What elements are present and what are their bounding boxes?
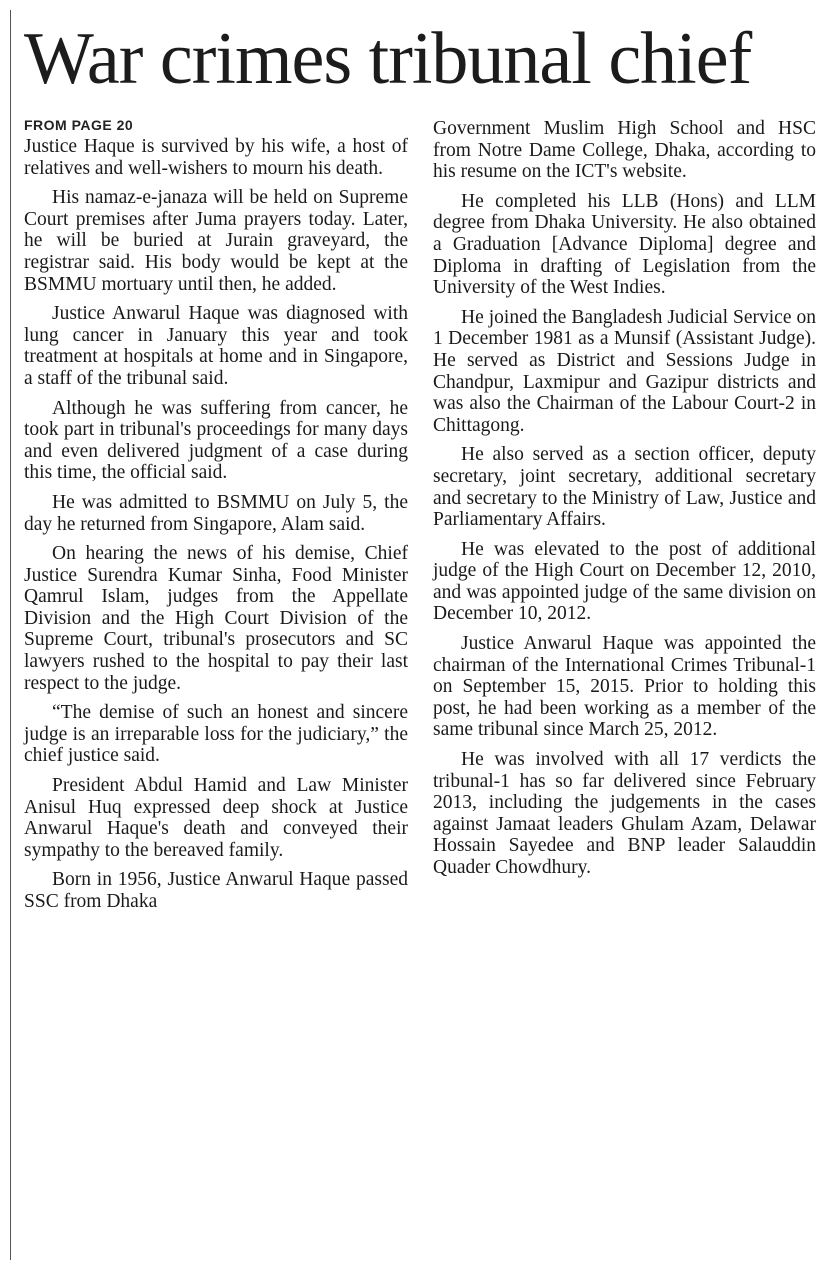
paragraph: Government Muslim High School and HSC from Notre Dame College, Dhaka, according to his resume on the ICT's website.	[433, 118, 816, 183]
paragraph: Although he was suffering from cancer, he took part in tribunal's proceedings for many days and even delivered judgment of a case during this time, the official said.	[24, 397, 408, 484]
paragraph: He completed his LLB (Hons) and LLM degree from Dhaka University. He also obtained a Graduation [Advance Diploma] degree and Diploma in drafting of Legislation from the University of the West Indies.	[433, 190, 816, 299]
right-column	[433, 118, 816, 887]
paragraph: Justice Anwarul Haque was appointed the chairman of the International Crimes Tribunal-1 on September 15, 2015. Prior to holding this post, he had been working as a member of the same tribunal since March 25, 2012.	[433, 633, 816, 741]
left-column	[24, 116, 408, 921]
paragraph: Justice Haque is survived by his wife, a host of relatives and well-wishers to mourn his death.	[24, 136, 408, 179]
paragraph: Justice Anwarul Haque was diagnosed with lung cancer in January this year and took treatment at hospitals at home and in Singapore, a staff of the tribunal said.	[24, 303, 408, 389]
paragraph: He was admitted to BSMMU on July 5, the day he returned from Singapore, Alam said.	[24, 491, 408, 535]
headline: War crimes tribunal chief	[24, 18, 752, 100]
paragraph: On hearing the news of his demise, Chief Justice Surendra Kumar Sinha, Food Minister Qamrul Islam, judges from the Appellate Division and the High Court Division of the Supreme Court, tribunal's prosecutors and SC lawyers rushed to the hospital to pay their last respect to the judge.	[24, 543, 408, 694]
paragraph: He was involved with all 17 verdicts the tribunal-1 has so far delivered since February 2013, including the judgements in the cases against Jamaat leaders Ghulam Azam, Delawar Hossain Sayedee and BNP leader Salauddin Quader Chowdhury.	[433, 749, 816, 878]
paragraph: Born in 1956, Justice Anwarul Haque passed SSC from Dhaka	[24, 869, 408, 912]
paragraph: He was elevated to the post of additional judge of the High Court on December 12, 2010, and was appointed judge of the same division on December 10, 2012.	[433, 538, 816, 625]
paragraph: His namaz-e-janaza will be held on Supreme Court premises after Juma prayers today. Later, he will be buried at Jurain graveyard, the registrar said. His body would be kept at the BSMMU mortuary until then, he added.	[24, 187, 408, 295]
paragraph: “The demise of such an honest and sincere judge is an irreparable loss for the judiciary,” the chief justice said.	[24, 702, 408, 767]
paragraph: He joined the Bangladesh Judicial Service on 1 December 1981 as a Munsif (Assistant Judge). He served as District and Sessions Judge in Chandpur, Laxmipur and Gazipur districts and was also the Chairman of the Labour Court-2 in Chittagong.	[433, 306, 816, 436]
column-rule	[10, 10, 11, 1260]
paragraph: President Abdul Hamid and Law Minister Anisul Huq expressed deep shock at Justice Anwarul Haque's death and conveyed their sympathy to the bereaved family.	[24, 775, 408, 861]
paragraph: He also served as a section officer, deputy secretary, joint secretary, additional secretary and secretary to the Ministry of Law, Justice and Parliamentary Affairs.	[433, 444, 816, 531]
from-page-kicker: FROM PAGE 20	[24, 117, 134, 133]
